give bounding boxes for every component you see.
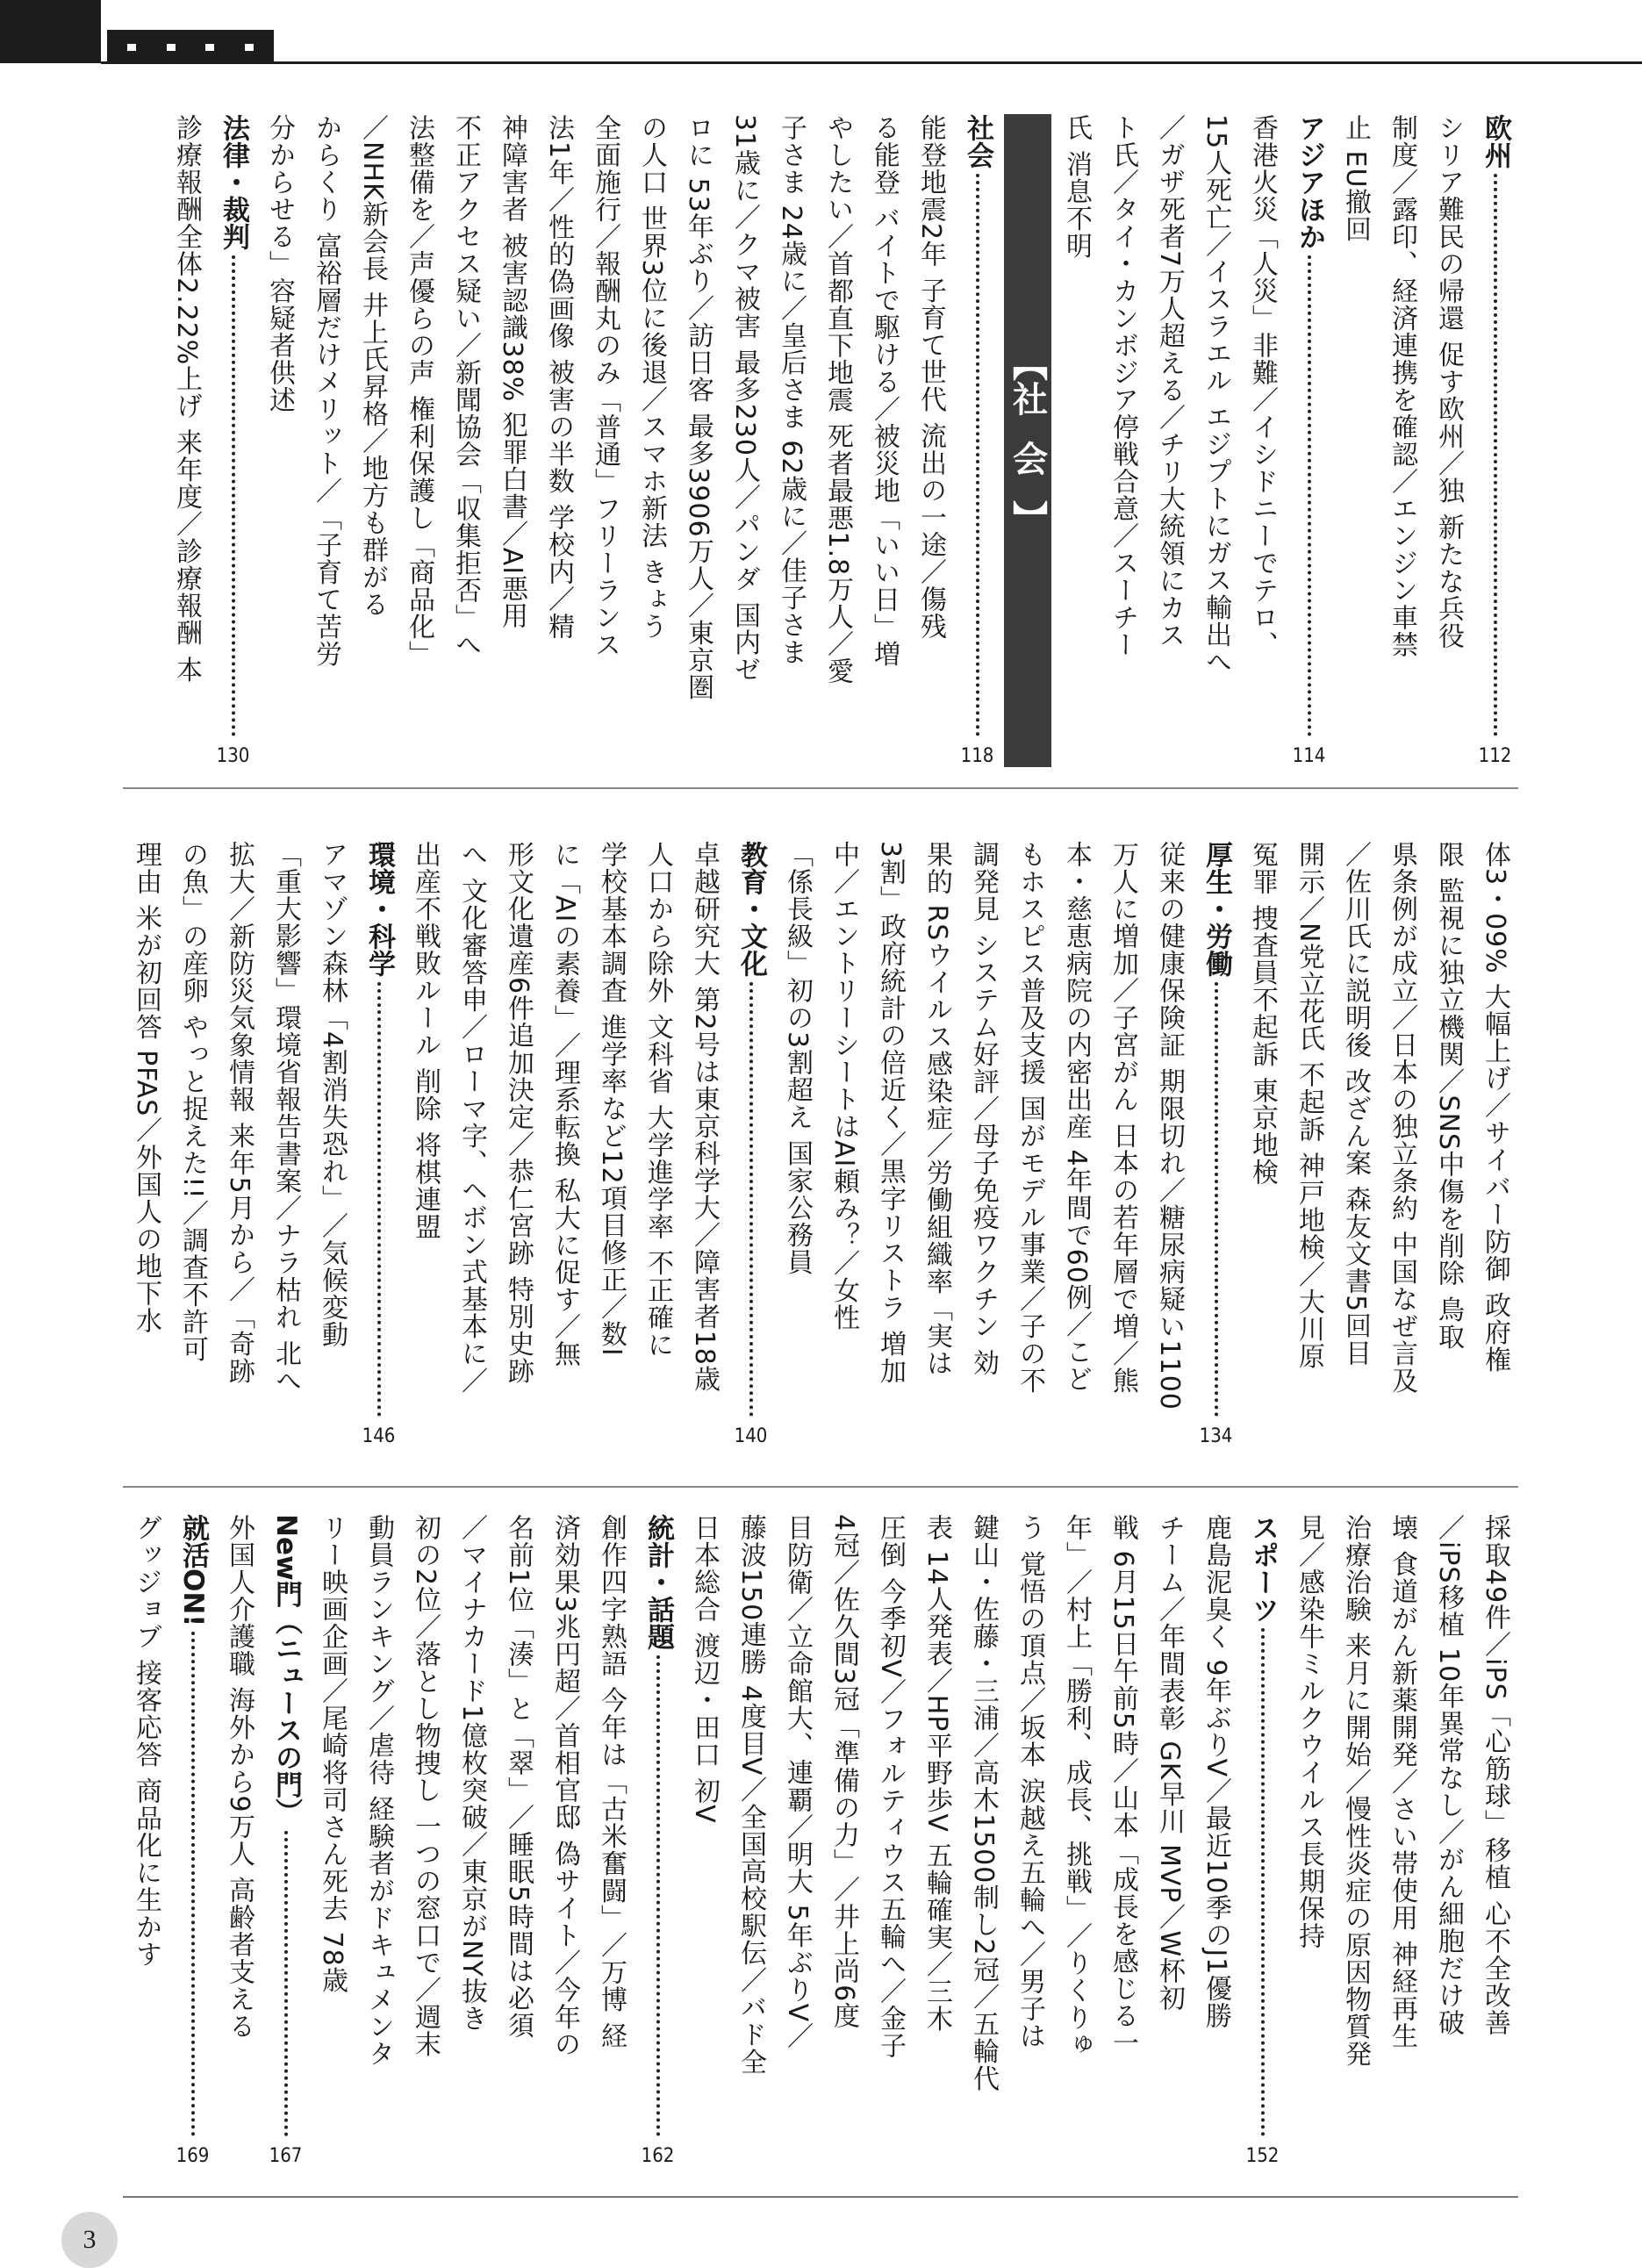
section-title: 教育・文化 <box>735 841 767 977</box>
article-list-line: ／佐川氏に説明後 改ざん案 森友文書5回目 <box>1340 841 1371 1367</box>
article-list-line: 4冠／佐久間3冠「準備の力」／井上尚6度 <box>828 1514 859 2030</box>
section-title: 環境・科学 <box>363 841 395 977</box>
article-list-line: からくり 富裕層だけメリット／「子育て苦労 <box>311 114 341 668</box>
article-list-line: 冤罪 捜査員不起訴 東京地検 <box>1247 841 1278 1187</box>
article-list-line: 圧倒 今季初V／フォルティウス五輪へ／金子 <box>875 1514 906 2060</box>
article-list-line: やしたい／首都直下地震 死者最悪1.8万人／愛 <box>822 114 853 685</box>
band-divider <box>123 787 1518 789</box>
article-list-line: 「重大影響」環境省報告書案／ナラ枯れ 北へ <box>270 841 301 1395</box>
badge-text: 社会 <box>1007 381 1048 500</box>
article-list-line: シリア難民の帰還 促す欧州／独 新たな兵役 <box>1433 114 1464 650</box>
footer-rule <box>123 2196 1518 2198</box>
section-heading[interactable] <box>262 1514 309 2168</box>
article-list-line: 年」／村上「勝利、成長、挑戦」／りくりゅ <box>1061 1514 1092 2058</box>
section-page-number: 167 <box>269 2145 303 2167</box>
article-list-line: 分からせる」容疑者供述 <box>264 114 295 413</box>
article-list-line: グッジョブ 接客応答 商品化に生かす <box>131 1514 161 1969</box>
section-page-number: 140 <box>734 1425 768 1447</box>
section-heading[interactable] <box>1472 114 1518 768</box>
section-page-number: 118 <box>960 745 994 767</box>
article-list-line: 治療治験 来月に開始／慢性炎症の原因物質発 <box>1340 1514 1371 2068</box>
header-logo-dots <box>112 44 269 51</box>
article-list-line: 子さま 24歳に／皇后さま 62歳に／佳子さま <box>776 114 807 666</box>
article-list-line: 従来の健康保険証 期限切れ／糖尿病疑い1100 <box>1154 841 1185 1410</box>
article-list-line: アマゾン森林「4割消失恐れ」／気候変動 <box>317 841 348 1349</box>
article-list-line: 開示／N党立花氏 不起訴 神戸地検／大川原 <box>1294 841 1324 1370</box>
contents-band-middle <box>123 841 1518 1448</box>
article-list-line: 限 監視に独立機関／SNS中傷を削除 鳥取 <box>1433 841 1464 1351</box>
article-list-line: ト氏／タイ・カンボジア停戦合意／スーチー <box>1108 114 1138 658</box>
article-list-line: ロに 53年ぶり／訪日客 最多3906万人／東京圏 <box>683 114 713 701</box>
article-list-line: 能登地震2年 子育て世代 流出の一途／傷残 <box>915 114 946 641</box>
section-page-number: 114 <box>1292 745 1326 767</box>
section-page-number: 169 <box>176 2145 210 2167</box>
article-list-line: 目防衛／立命館大、連覇／明大 5年ぶりV／ <box>782 1514 813 2050</box>
article-list-line: 初の2位／落とし物捜し 一つの窓口で／週末 <box>410 1514 441 2058</box>
article-list-line: 果的 RSウイルス感染症／労働組織率「実は <box>921 841 952 1377</box>
section-heading[interactable] <box>635 1514 681 2168</box>
dot-leader <box>1215 982 1218 1417</box>
article-list-line: 氏 消息不明 <box>1061 114 1092 260</box>
article-list-line: 「係長級」初の3割超え 国家公務員 <box>782 841 813 1276</box>
article-list-line: 不正アクセス疑い／新聞協会「収集拒否」へ <box>450 114 481 658</box>
article-list-line: 拡大／新防災気象情報 来年5月から／「奇跡 <box>224 841 255 1385</box>
dot-leader <box>377 982 381 1417</box>
dot-leader <box>1494 174 1497 736</box>
article-list-line: 採取49件／iPS「心筋球」移植 心不全改善 <box>1480 1514 1510 2037</box>
dot-leader <box>1261 1628 1265 2136</box>
section-title: 厚生・労働 <box>1201 841 1232 977</box>
article-list-line: 法整備を／声優らの声 権利保護し「商品化」 <box>404 114 434 668</box>
article-list-line: 鍵山・佐藤・三浦／高木1500制し2冠／五輪代 <box>968 1514 999 2092</box>
dot-leader <box>191 1632 195 2136</box>
article-list-line: ／マイナカード1億枚突破／東京がNY抜き <box>456 1514 487 2032</box>
article-list-line: もホスピス普及支援 国がモデル事業／子の不 <box>1015 841 1045 1395</box>
article-list-line: リー映画企画／尾崎将司さん死去 78歳 <box>317 1514 348 1994</box>
band-divider <box>123 1486 1518 1488</box>
dot-leader <box>232 255 235 736</box>
article-list-line: 出産不戦敗ルール 削除 将棋連盟 <box>410 841 441 1241</box>
article-list-line: 万人に増加／子宮がん 日本の若年層で増／熊 <box>1108 841 1138 1395</box>
article-list-line: に「AIの素養」／理系転換 私大に促す／無 <box>549 841 580 1367</box>
dot-leader <box>656 1655 660 2136</box>
section-heading[interactable] <box>954 114 1000 768</box>
contents-band-bottom <box>123 1514 1518 2168</box>
section-title: 就活ON! <box>177 1514 209 1627</box>
article-list-line: 止 EU撤回 <box>1340 114 1371 243</box>
article-list-line: る能登 バイトで駆ける／被災地「いい日」増 <box>869 114 900 668</box>
article-list-line: 15人死亡／イスラエル エジプトにガス輸出へ <box>1201 114 1231 676</box>
contents-band-top <box>123 114 1518 768</box>
article-list-line: 法1年／性的偽画像 被害の半数 学校内／精 <box>543 114 574 641</box>
article-list-line: 制度／露印、経済連携を確認／エンジン車禁 <box>1387 114 1417 658</box>
article-list-line: 31歳に／クマ被害 最多230人／パンダ 国内ゼ <box>729 114 760 684</box>
dot-leader <box>284 1831 288 2136</box>
page-number: 3 <box>61 2212 118 2268</box>
section-heading[interactable] <box>210 114 256 768</box>
article-list-line: ／iPS移植 10年異常なし／がん細胞だけ破 <box>1433 1514 1464 2037</box>
article-list-line: 中／エントリーシートはAI頼み？／女性 <box>828 841 859 1331</box>
dot-leader <box>1308 255 1311 736</box>
article-list-line: 創作四字熟語 今年は「古米奮闘」／万博 経 <box>596 1514 627 2050</box>
section-title: スポーツ <box>1247 1514 1279 1623</box>
article-list-line: 済効果3兆円超／首相官邸 偽サイト／今年の <box>549 1514 580 2058</box>
section-title: 法律・裁判 <box>218 114 249 250</box>
article-list-line: 神障害者 被害認識38% 犯罪白書／AI悪用 <box>497 114 527 630</box>
article-list-line: 形文化遺産6件追加決定／恭仁宮跡 特別史跡 <box>503 841 534 1385</box>
article-list-line: 香港火災「人災」非難／イシドニーでテロ、 <box>1247 114 1278 658</box>
section-page-number: 134 <box>1199 1425 1233 1447</box>
section-heading[interactable] <box>1239 1514 1286 2168</box>
section-page-number: 152 <box>1245 2145 1280 2167</box>
section-page-number: 162 <box>641 2145 675 2167</box>
section-title: New門（ニュースの門） <box>270 1514 302 1826</box>
article-list-line: 動員ランキング／虐待 経験者がドキュメンタ <box>363 1514 394 2068</box>
dot-leader <box>976 174 979 736</box>
article-list-line: 体3・09% 大幅上げ／サイバー防御 政府権 <box>1480 841 1510 1374</box>
section-heading[interactable] <box>1286 114 1332 768</box>
article-list-line: へ 文化審答申／ローマ字、ヘボン式基本に／ <box>456 841 487 1395</box>
article-list-line: 外国人介護職 海外から9万人 高齢者支える <box>224 1514 255 2041</box>
article-list-line: 鹿島泥臭く 9年ぶりV／最近10季のJ1優勝 <box>1201 1514 1231 2030</box>
article-list-line: 名前1位「湊」と「翠」／睡眠5時間は必須 <box>503 1514 534 2040</box>
article-list-line: 診療報酬全体2.22%上げ 来年度／診療報酬 本 <box>171 114 202 684</box>
article-list-line: 壊 食道がん新薬開発／さい帯使用 神経再生 <box>1387 1514 1417 2050</box>
section-title: 欧州 <box>1480 114 1511 169</box>
article-list-line: 見／感染牛ミルクウイルス長期保持 <box>1294 1514 1324 1949</box>
section-page-number: 112 <box>1478 745 1512 767</box>
section-title: 統計・話題 <box>642 1514 674 1650</box>
dot-leader <box>749 982 753 1417</box>
article-list-line: う 覚悟の頂点／坂本 涙越え五輪へ／男子は <box>1015 1514 1045 2050</box>
article-list-line: の魚」の産卵 やっと捉えた!!／調査不許可 <box>177 841 208 1363</box>
article-list-line: 調発見 システム好評／母子免疫ワクチン 効 <box>968 841 999 1377</box>
article-list-line: ／NHK新会長 井上氏昇格／地方も群がる <box>357 114 388 619</box>
article-list-line: ／ガザ死者7万人超える／チリ大統領にカス <box>1154 114 1185 650</box>
article-list-line: 県条例が成立／日本の独立条約 中国なぜ言及 <box>1387 841 1417 1395</box>
header-tab <box>0 0 101 63</box>
section-heading[interactable] <box>169 1514 216 2168</box>
section-badge-society <box>1004 114 1051 767</box>
section-title: アジアほか <box>1294 114 1325 250</box>
article-list-line: 3割」政府統計の倍近く／黒字リストラ 増加 <box>875 841 906 1385</box>
section-heading[interactable] <box>728 841 774 1448</box>
article-list-line: 表 14人発表／HP平野歩V 五輪確実／三木 <box>921 1514 952 2033</box>
section-heading[interactable] <box>1193 841 1239 1448</box>
article-list-line: 全面施行／報酬丸のみ「普通」フリーランス <box>590 114 620 658</box>
section-title: 社会 <box>962 114 993 169</box>
column-set <box>123 114 1518 768</box>
header-rule <box>101 61 1642 64</box>
section-page-number: 130 <box>216 745 250 767</box>
article-list-line: 人口から除外 文科省 大学進学率 不正確に <box>642 841 673 1359</box>
article-list-line: 日本総合 渡辺・田口 初V <box>689 1514 720 1824</box>
section-heading[interactable] <box>355 841 402 1448</box>
article-list-line: 戦 6月15日午前5時／山本「成長を感じる一 <box>1108 1514 1138 2056</box>
article-list-line: 藤波150連勝 4度目V／全国高校駅伝／バド全 <box>735 1514 766 2076</box>
article-list-line: チーム／年間表彰 GK早川 MVP／W杯初 <box>1154 1514 1185 2013</box>
badge-open-bracket: 【 <box>1007 346 1048 381</box>
section-badge-column <box>1000 114 1053 768</box>
column-set <box>123 841 1518 1448</box>
article-list-line: 理由 米が初回答 PFAS／外国人の地下水 <box>131 841 161 1335</box>
badge-close-bracket: 】 <box>1007 500 1048 535</box>
article-list-line: の人口 世界3位に後退／スマホ新法 きょう <box>636 114 667 641</box>
article-list-line: 卓越研究大 第2号は東京科学大／障害者18歳 <box>689 841 720 1393</box>
column-set <box>123 1514 1518 2168</box>
article-list-line: 学校基本調査 進学率など12項目修正／数I <box>596 841 627 1357</box>
article-list-line: 本・慈恵病院の内密出産 4年間で60例／こど <box>1061 841 1092 1393</box>
section-page-number: 146 <box>362 1425 396 1447</box>
